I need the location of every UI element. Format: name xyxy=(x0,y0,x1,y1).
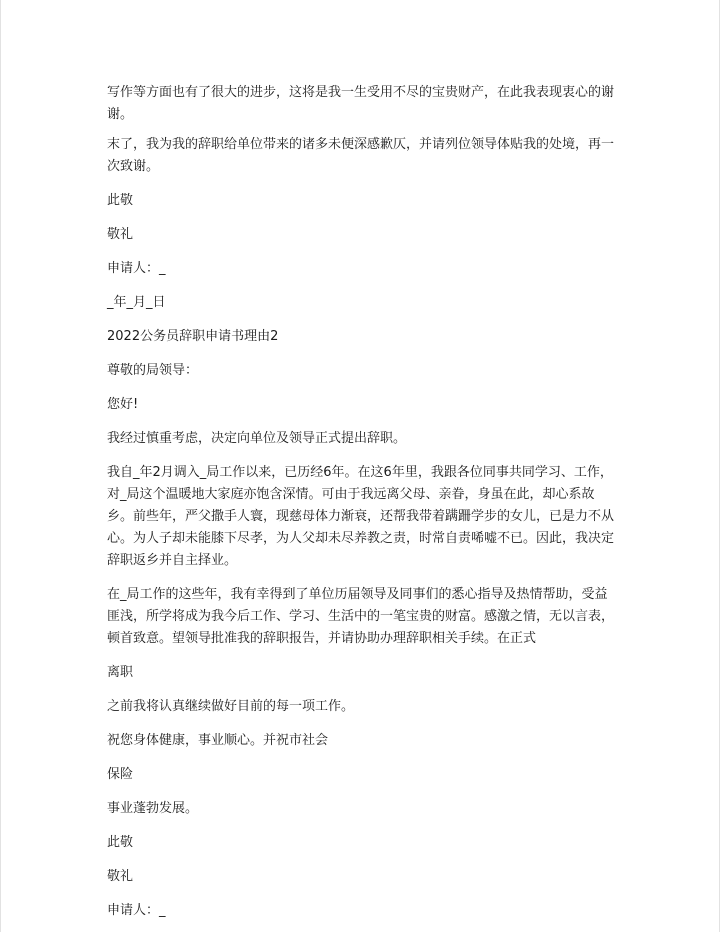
paragraph-fragment-insurance: 保险 xyxy=(107,767,134,782)
closing-respect-2: 敬礼 xyxy=(107,869,134,884)
closing-respect: 敬礼 xyxy=(107,227,134,242)
paragraph-fragment-leave: 离职 xyxy=(107,665,134,680)
paragraph-intent: 我经过慎重考虑，决定向单位及领导正式提出辞职。 xyxy=(107,431,407,446)
paragraph-wishes: 祝您身体健康，事业顺心。并祝市社会 xyxy=(107,733,329,748)
date-line: _年_月_日 xyxy=(107,295,166,310)
paragraph-reason: 我自_年2月调入_局工作以来，已历经6年。在这6年里，我跟各位同事共同学习、工作，对_局这个温暖地大家庭亦饱含深情。可由于我远离父母、亲眷，身虽在此，却心系故乡。前些年，严父撒手人寰，现慈母体力渐衰，还帮我带着蹒跚学步的女儿，已是力不从心。为人子却未能膝下尽孝，为人父却未尽养教之责，时常自责唏嘘不已。因此，我决定辞职返乡并自主择业。 xyxy=(107,465,615,568)
applicant-line-2: 申请人：_ xyxy=(107,903,166,918)
section-title: 2022公务员辞职申请书理由2 xyxy=(107,329,279,344)
closing-salutation: 此敬 xyxy=(107,193,134,208)
paragraph-apology: 末了，我为我的辞职给单位带来的诸多未便深感歉仄，并请列位领导体贴我的处境，再一次致谢。 xyxy=(107,137,615,174)
greeting-recipient: 尊敬的局领导： xyxy=(107,363,199,378)
greeting-hello: 您好! xyxy=(107,397,139,412)
paragraph-development: 事业蓬勃发展。 xyxy=(107,801,199,816)
closing-salutation-2: 此敬 xyxy=(107,835,134,850)
document-body xyxy=(107,82,615,922)
paragraph-gratitude: 在_局工作的这些年，我有幸得到了单位历届领导及同事们的悉心指导及热情帮助，受益匪浅，所学将成为我今后工作、学习、生活中的一笔宝贵的财富。感激之情，无以言表，顿首致意。望领导批准我的辞职报告，并请协助办理辞职相关手续。在正式 xyxy=(107,587,615,646)
paragraph-commitment: 之前我将认真继续做好目前的每一项工作。 xyxy=(107,699,355,714)
applicant-line: 申请人：_ xyxy=(107,261,166,276)
paragraph-thanks: 写作等方面也有了很大的进步，这将是我一生受用不尽的宝贵财产，在此我表现衷心的谢谢。 xyxy=(107,85,615,122)
